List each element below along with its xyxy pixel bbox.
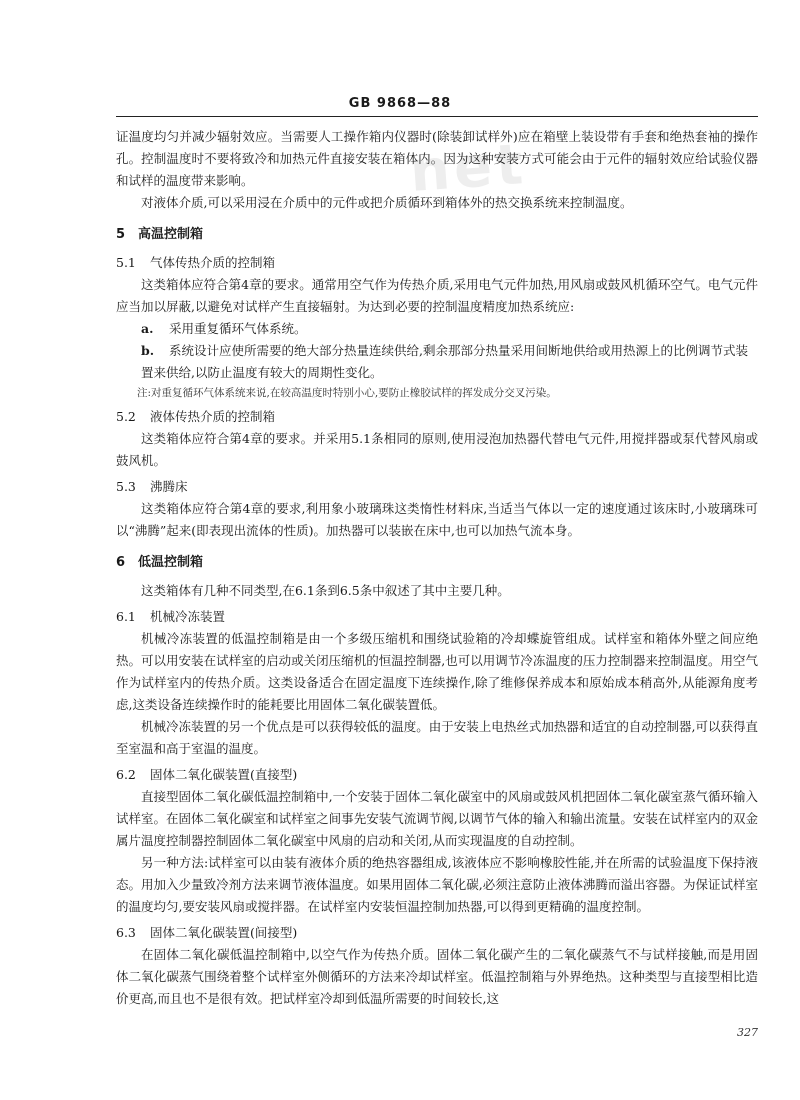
- section-5-2-paragraph: 这类箱体应符合第4章的要求。并采用5.1条相同的原则,使用浸泡加热器代替电气元件,用搅拌器或泵代替风扇或鼓风机。: [116, 431, 758, 468]
- section-title: 液体传热介质的控制箱: [150, 409, 276, 424]
- section-6-2-paragraph-1: 直接型固体二氧化碳低温控制箱中,一个安装于固体二氧化碳室中的风扇或鼓风机把固体二氧化碳室蒸气循环输入试样室。在固体二氧化碳室和试样室之间事先安装气流调节阀,以调节气体的输入和输出流量。安装在试样室内的双金属片温度控制器控制固体二氧化碳室中风扇的启动和关闭,从而实现温度的自动控制。: [116, 789, 758, 848]
- list-text: 采用重复循环气体系统。: [169, 321, 307, 336]
- section-5-1-paragraph: 这类箱体应符合第4章的要求。通常用空气作为传热介质,采用电气元件加热,用风扇或鼓风机循环空气。电气元件应当加以屏蔽,以避免对试样产生直接辐射。为达到必要的控制温度精度加热系统应:: [116, 277, 758, 314]
- list-label: a.: [141, 321, 154, 336]
- body-text: [116, 126, 758, 1010]
- section-number: 6.1: [116, 609, 136, 624]
- section-title: 机械冷冻装置: [150, 609, 226, 624]
- standard-header: GB 9868—88: [348, 96, 452, 111]
- section-6-1-heading: [116, 606, 758, 628]
- section-6-2-paragraph-2: 另一种方法:试样室可以由装有液体介质的绝热容器组成,该液体应不影响橡胶性能,并在所需的试验温度下保持液态。用加入少量致冷剂方法来调节液体温度。如果用固体二氧化碳,必须注意防止液体沸腾而溢出容器。为保证试样室的温度均匀,要安装风扇或搅拌器。在试样室内安装恒温控制加热器,可以得到更精确的温度控制。: [116, 855, 758, 914]
- list-label: b.: [141, 343, 155, 358]
- section-title: 沸腾床: [150, 479, 188, 494]
- section-title: 气体传热介质的控制箱: [150, 255, 276, 270]
- section-6-3-heading: [116, 922, 758, 944]
- section-6-3-paragraph: 在固体二氧化碳低温控制箱中,以空气作为传热介质。固体二氧化碳产生的二氧化碳蒸气不与试样接触,而是用固体二氧化碳蒸气围绕着整个试样室外侧循环的方法来冷却试样室。低温控制箱与外界绝热。这种类型与直接型相比造价更高,而且也不是很有效。把试样室冷却到低温所需要的时间较长,这: [116, 947, 758, 1006]
- watermark: net: [407, 132, 529, 205]
- section-6-heading: 6 低温控制箱: [116, 555, 204, 570]
- section-6-1-paragraph-1: 机械冷冻装置的低温控制箱是由一个多级压缩机和围绕试验箱的冷却蝶旋管组成。试样室和箱体外壁之间应绝热。可以用安装在试样室的启动或关闭压缩机的恒温控制器,也可以用调节冷冻温度的压力控制器来控制温度。用空气作为试样室内的传热介质。这类设备适合在固定温度下连续操作,除了维修保养成本和原始成本稍高外,从能源角度考虑,这类设备连续操作时的能耗要比用固体二氧化碳装置低。: [116, 631, 758, 712]
- section-5-3-paragraph: 这类箱体应符合第4章的要求,利用象小玻璃珠这类惰性材料床,当适当气体以一定的速度通过该床时,小玻璃珠可以“沸腾”起来(即表现出流体的性质)。加热器可以装嵌在床中,也可以加热气流本身。: [116, 501, 758, 538]
- section-6-2-heading: [116, 764, 758, 786]
- list-text: 系统设计应使所需要的绝大部分热量连续供给,剩余那部分热量采用间断地供给或用热源上的比例调节式装置来供给,以防止温度有较大的周期性变化。: [141, 343, 748, 380]
- section-5-2-heading: [116, 406, 758, 428]
- list-item-b: [116, 340, 758, 384]
- section-5-heading: 5 高温控制箱: [116, 227, 204, 242]
- section-number: 6.2: [116, 767, 136, 782]
- section-number: 5.3: [116, 479, 136, 494]
- section-5-3-heading: [116, 476, 758, 498]
- header-rule: [116, 116, 758, 117]
- section-number: 5.1: [116, 255, 136, 270]
- section-number: 6.3: [116, 925, 136, 940]
- note-text: 注:对重复循环气体系统来说,在较高温度时特别小心,要防止橡胶试样的挥发成分交叉污染。: [137, 387, 557, 399]
- intro-paragraph-2: 对液体介质,可以采用浸在介质中的元件或把介质循环到箱体外的热交换系统来控制温度。: [141, 195, 633, 210]
- section-6-intro: 这类箱体有几种不同类型,在6.1条到6.5条中叙述了其中主要几种。: [141, 583, 510, 598]
- page-number: 327: [737, 1026, 758, 1039]
- section-title: 固体二氧化碳装置(直接型): [150, 767, 298, 782]
- section-6-1-paragraph-2: 机械冷冻装置的另一个优点是可以获得较低的温度。由于安装上电热丝式加热器和适宜的自动控制器,可以获得直至室温和高于室温的温度。: [116, 719, 758, 756]
- section-5-1-heading: [116, 252, 758, 274]
- list-item-a: [116, 318, 758, 340]
- intro-paragraph-1: 证温度均匀并减少辐射效应。当需要人工操作箱内仪器时(除装卸试样外)应在箱壁上装设带有手套和绝热套袖的操作孔。控制温度时不要将致冷和加热元件直接安装在箱体内。因为这种安装方式可能会由于元件的辐射效应给试验仪器和试样的温度带来影响。: [116, 129, 758, 188]
- section-title: 固体二氧化碳装置(间接型): [150, 925, 298, 940]
- section-number: 5.2: [116, 409, 136, 424]
